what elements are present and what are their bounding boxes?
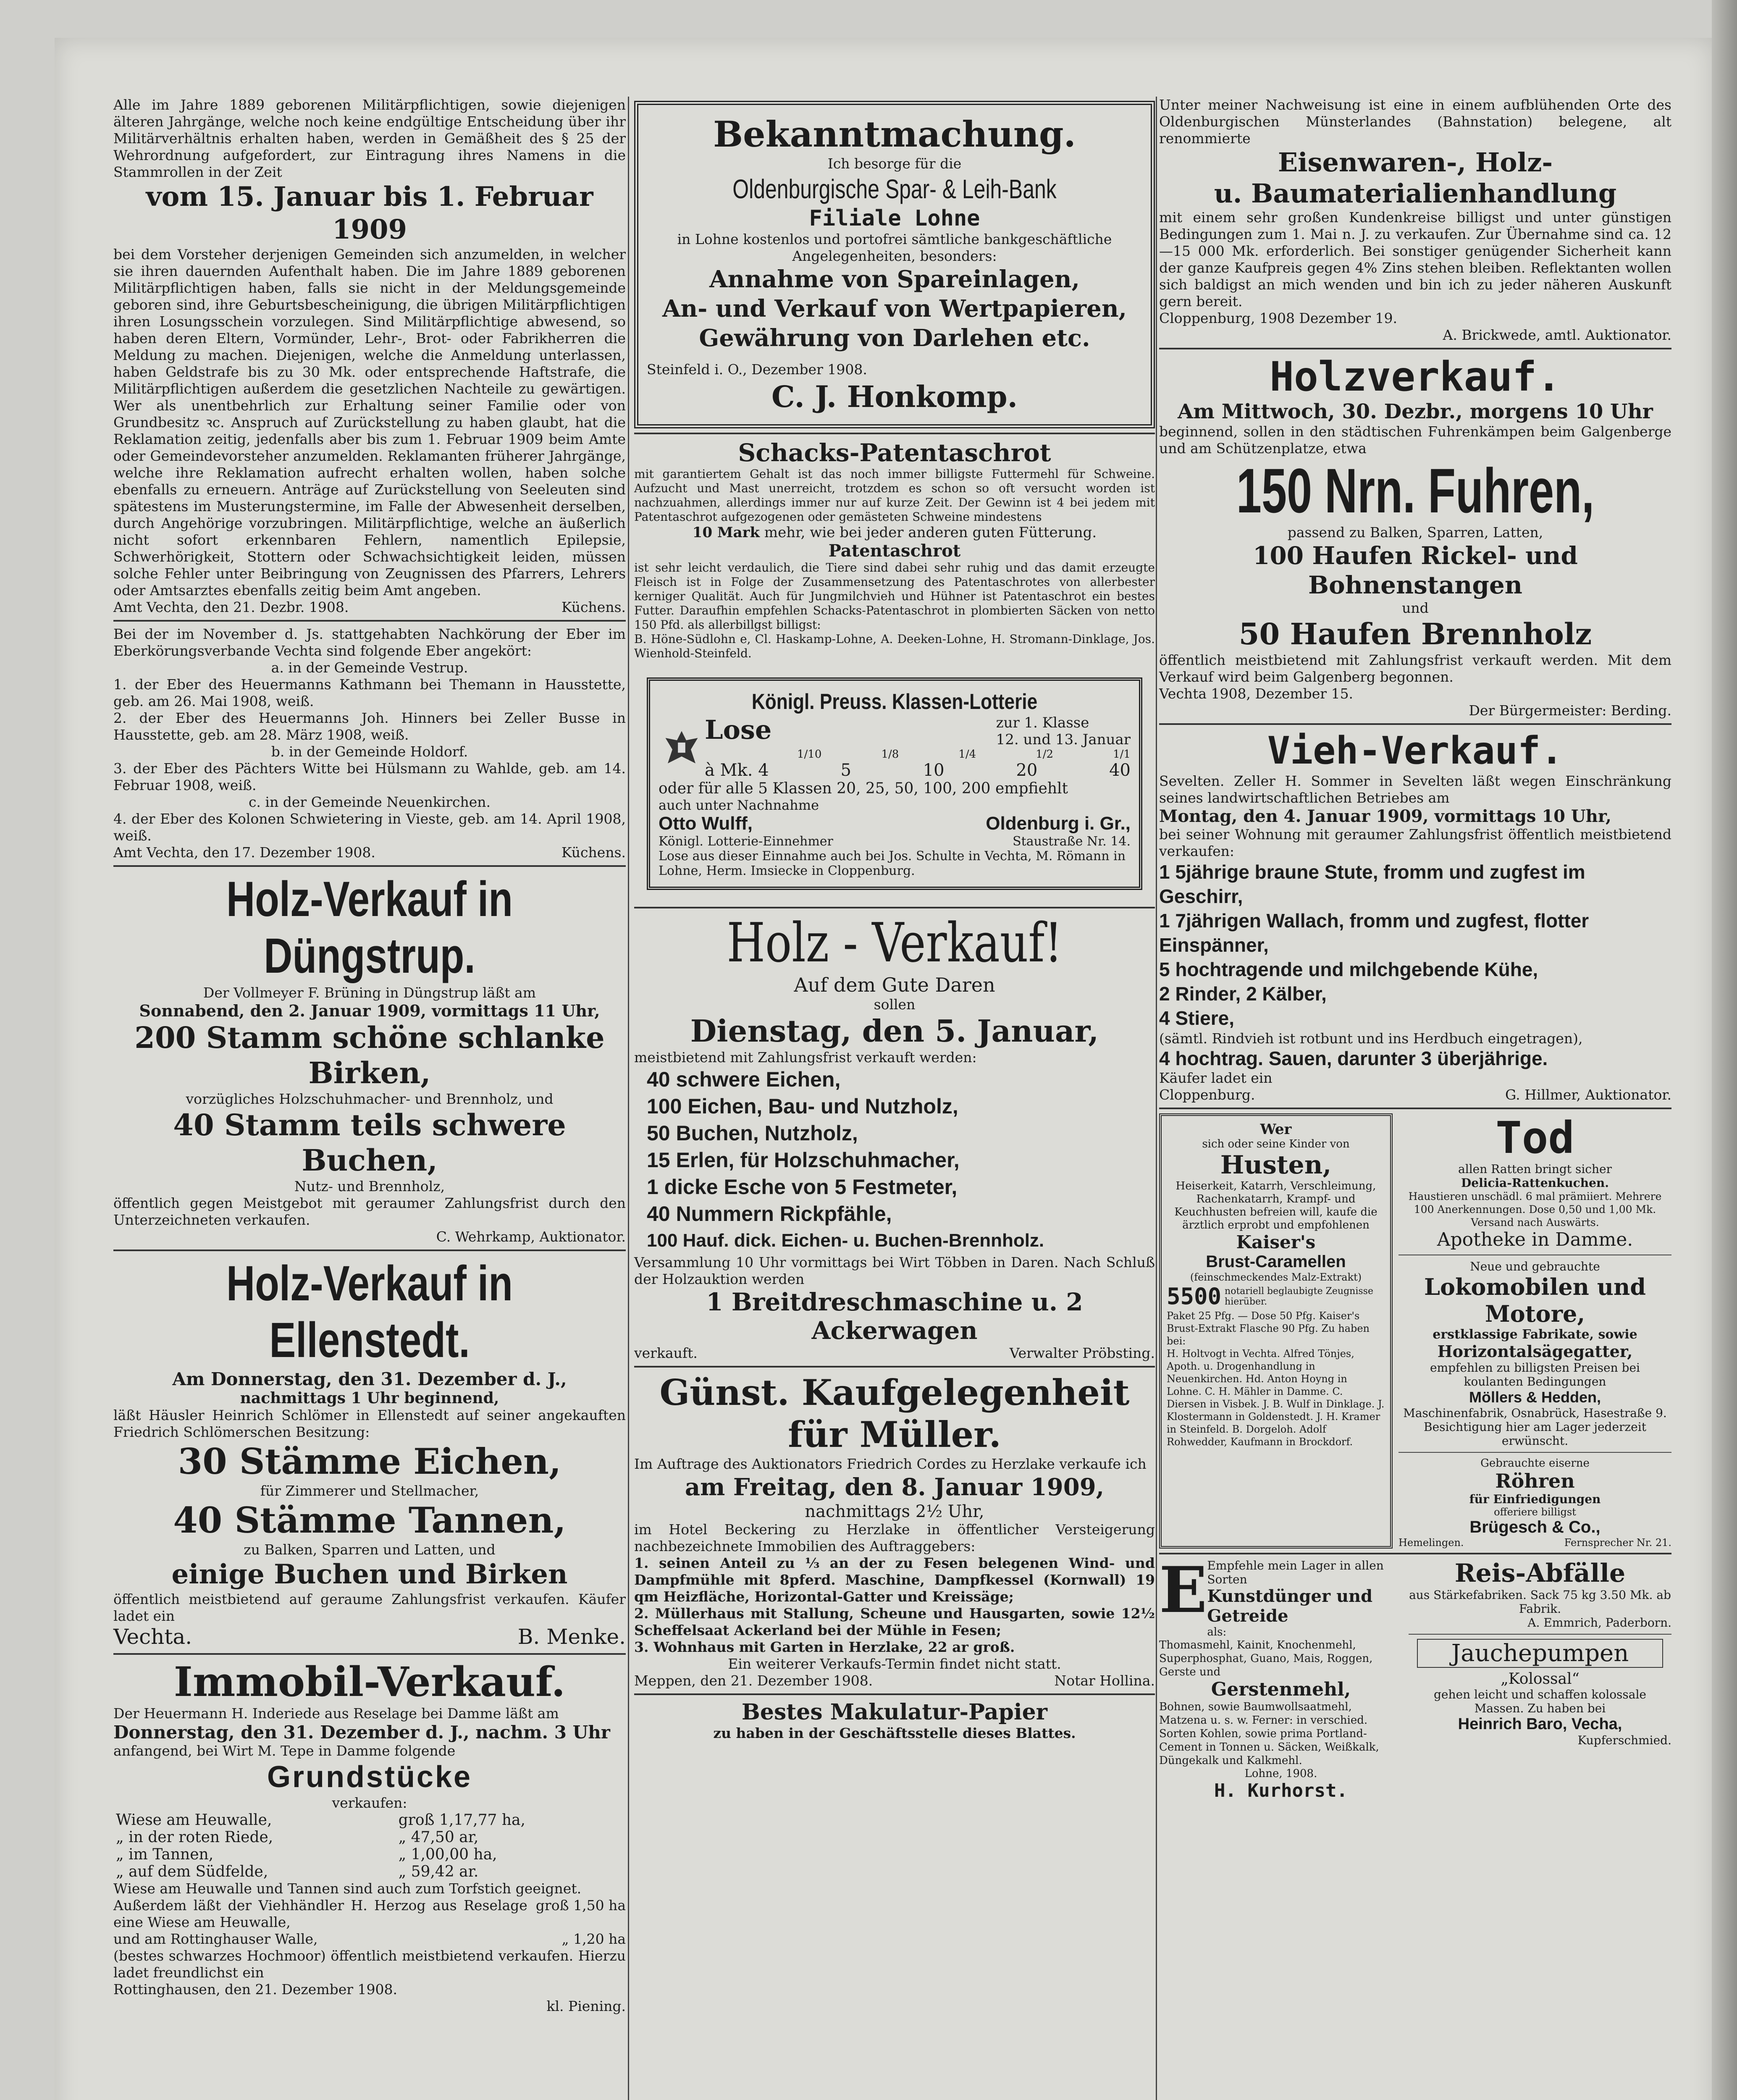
mil-dates: vom 15. Januar bis 1. Februar 1909 — [146, 181, 593, 245]
bk-l1: Ich besorge für die — [827, 155, 962, 172]
kl-lose: Lose — [705, 714, 772, 745]
table-row: „ auf dem Südfelde, „ 59,42 ar. — [116, 1863, 479, 1880]
em-l4: Thomasmehl, Kainit, Knochenmehl, Superphosphat, Guano, Mais, Roggen, Gerste und — [1159, 1639, 1373, 1678]
ellenstedt-title: Holz-Verkauf in Ellenstedt. — [226, 1256, 513, 1368]
kurhorst-ad — [1159, 1553, 1403, 1801]
ro-l1: Gebrauchte eiserne — [1480, 1457, 1590, 1470]
hv-title: Holz - Verkauf! — [727, 912, 1063, 974]
list-item: 1 5jährige braune Stute, fromm und zugfest im Geschirr, — [1159, 861, 1585, 907]
ei-t1: Eisenwaren-, Holz- — [1278, 147, 1553, 178]
ra-title: Reis-Abfälle — [1454, 1559, 1626, 1588]
ku-l7: (feinschmeckendes Malz-Extrakt) — [1190, 1271, 1362, 1283]
ku-l6: Brust-Caramellen — [1206, 1252, 1346, 1271]
list-item: 50 Buchen, Nutzholz, — [647, 1121, 858, 1145]
list-item: 2 Rinder, 2 Kälber, — [1159, 983, 1327, 1005]
kl-price: 40 — [1109, 761, 1131, 780]
kl-amk: à Mk. 4 — [705, 761, 769, 780]
hv-l2: sollen — [874, 996, 916, 1013]
mil-sig-right: Küchens. — [561, 599, 626, 615]
mil-sig-left: Amt Vechta, den 21. Dezbr. 1908. — [113, 599, 349, 615]
kl-frac: 1/1 — [1113, 748, 1131, 761]
gk-1: 1. seinen Anteil zu ⅓ an der zu Fesen belegenen Wind- und Dampfmühle mit 8pferd. Maschine, Dampfkessel (Kornwall) 19 qm Heizfläche, Horizontal-Gatter und Kreissäge; — [634, 1555, 1155, 1605]
im-grundstuecke: Grundstücke — [267, 1760, 472, 1794]
hv-l5: Versammlung 10 Uhr vormittags bei Wirt Többen in Daren. Nach Schluß der Holzauktion werden — [634, 1254, 1155, 1287]
ro-l3: für Einfriedigungen — [1469, 1492, 1601, 1506]
gk-2: 2. Müllerhaus mit Stallung, Scheune und Hausgarten, sowie 12½ Scheffelsaat Ackerland bei der Mühle in Fesen; — [634, 1605, 1155, 1638]
sp-l5: ist sehr leicht verdaulich, die Tiere sind dabei sehr ruhig und das damit erzeugte Fleisch ist in Folge der Zusammensetzung des Patentaschrotes von allerbester kerniger Qualität. Auch für Jungmilchvieh und Hühner ist Patentaschrot ein bestes Futter. Daraufhin empfehlen Schacks-Patentaschrot in plombierten Säcken von netto 150 Pfd. als allerbillgst billigst: — [634, 561, 1155, 632]
eber-1: 1. der Eber des Heuermanns Kathmann bei Themann in Hausstette, geb. am 26. Mai 1908, weiß. — [113, 676, 626, 709]
vv-last: 4 hochtrag. Sauen, darunter 3 überjährige. — [1159, 1047, 1548, 1069]
vv-sig-left: Cloppenburg. — [1159, 1087, 1255, 1103]
hz-l1: Am Mittwoch, 30. Dezbr., morgens 10 Uhr — [1178, 400, 1653, 423]
em-l5: Gerstenmehl, — [1211, 1679, 1351, 1700]
em-l3: als: — [1207, 1626, 1227, 1638]
ro-l4: offeriere billigst — [1494, 1506, 1576, 1518]
im-l3: anfangend, bei Wirt M. Tepe in Damme folgende — [113, 1743, 456, 1759]
list-item: 100 Eichen, Bau- und Nutzholz, — [647, 1095, 958, 1118]
hv-sig: Verwalter Pröbsting. — [1009, 1345, 1155, 1361]
table-row: „ in der roten Riede, „ 47,50 ar, — [116, 1829, 479, 1846]
prussian-eagle-icon — [659, 724, 705, 770]
kl-all: oder für alle 5 Klassen 20, 25, 50, 100, 200 empfiehlt — [659, 780, 1068, 797]
ja-l2: gehen leicht und schaffen kolossale Massen. Zu haben bei — [1433, 1688, 1647, 1715]
im-l8b: „ 1,20 ha — [562, 1931, 626, 1947]
eh-l4: 30 Stämme Eichen, — [178, 1441, 562, 1482]
eber-a: a. in der Gemeinde Vestrup. — [271, 659, 468, 676]
sp-l6: B. Höne-Südlohn e, Cl. Haskamp-Lohne, A. Deeken-Lohne, H. Stromann-Dinklage, Jos. Wienhold-Steinfeld. — [634, 632, 1155, 660]
ro-l2: Röhren — [1495, 1470, 1575, 1492]
hz-l4: passend zu Balken, Sparren, Latten, — [1287, 524, 1543, 541]
hz-sig: Der Bürgermeister: Berding. — [1469, 702, 1671, 719]
list-item: 4 Stiere, — [1159, 1007, 1234, 1029]
im-l9: (bestes schwarzes Hochmoor) öffentlich meistbietend verkaufen. Hierzu ladet freundlichst ein — [113, 1948, 626, 1981]
gk-l6: Meppen, den 21. Dezember 1908. — [634, 1672, 873, 1689]
ei-l2: mit einem sehr großen Kundenkreise billigst und unter günstigen Bedingungen zum 1. Mai n. J. zu verkaufen. Zur Übernahme sind ca. 12—15 000 Mk. erforderlich. Bei sonstiger genügender Sicherheit kann der ganze Kaufpreis gegen 4% Zins stehen bleiben. Reflektanten wollen sich baldigst an mich wenden und bin ich zu jeder näheren Auskunft gern bereit. — [1159, 209, 1671, 310]
hz-title: Holzverkauf. — [1270, 353, 1561, 400]
schacks-ad — [634, 438, 1155, 661]
hv-l1: Auf dem Gute Daren — [794, 974, 995, 996]
hv-l4: meistbietend mit Zahlungsfrist verkauft werden: — [634, 1049, 977, 1066]
ei-l3: Cloppenburg, 1908 Dezember 19. — [1159, 310, 1398, 326]
vv-l4: Käufer ladet ein — [1159, 1070, 1273, 1086]
ra-l1: aus Stärkefabriken. Sack 75 kg 3.50 Mk. ab Fabrik. — [1409, 1588, 1671, 1616]
kl-price: 20 — [1016, 761, 1038, 780]
sp-l4: Patentaschrot — [828, 541, 961, 561]
ku-l9: notariell beglaubigte Zeugnisse hierüber. — [1225, 1286, 1373, 1307]
kaiser-ad — [1159, 1113, 1393, 1549]
ku-l5: Kaiser's — [1236, 1232, 1316, 1252]
tod-title: Tod — [1496, 1112, 1574, 1163]
eh-l8: einige Buchen und Birken — [171, 1559, 568, 1590]
table-row: Wiese am Heuwalle, groß 1,17,77 ha, — [116, 1811, 525, 1829]
right-sub-column — [1399, 1113, 1671, 1549]
ei-l1: Unter meiner Nachweisung ist eine in einem aufblühenden Orte des Oldenburgischen Münsterlandes (Bahnstation) belegene, alt renommierte — [1159, 97, 1671, 147]
eber-intro: Bei der im November d. Js. stattgehabten Nachkörung der Eber im Eberkörungsverbande Vechta sind folgende Eber angekört: — [113, 626, 626, 659]
vv-title: Vieh-Verkauf. — [1267, 729, 1564, 773]
hz-l8: öffentlich meistbietend mit Zahlungsfrist verkauft werden. Mit dem Verkauf wird beim Galgenberg begonnen. — [1159, 652, 1671, 685]
bm-l1: zu haben in der Geschäftsstelle dieses Blattes. — [713, 1725, 1076, 1741]
em-l2: Kunstdünger und Getreide — [1207, 1586, 1373, 1626]
eisenwaren-ad — [1159, 97, 1671, 344]
lk-l5: Horizontalsägegatter, — [1437, 1342, 1633, 1361]
reis-ad — [1409, 1559, 1671, 1630]
ei-sig: A. Brickwede, amtl. Auktionator. — [1443, 327, 1671, 343]
kl-city: Oldenburg i. Gr., — [986, 813, 1131, 834]
bank-notice — [634, 101, 1155, 428]
column-rule-2 — [1156, 97, 1157, 2100]
im-sig: kl. Piening. — [546, 1998, 626, 2014]
hz-l5: 100 Haufen Rickel- und Bohnenstangen — [1253, 541, 1578, 599]
kl-title: Königl. Preuss. Klassen-Lotterie — [751, 690, 1038, 714]
kl-frac: 1/2 — [1036, 748, 1054, 761]
eh-sig-left: Vechta. — [113, 1625, 192, 1649]
ku-l4: Heiserkeit, Katarrh, Verschleimung, Rachenkatarrh, Krampf- und Keuchhusten befreien will, kaufe die ärztlich erprobt und empfohlenen — [1174, 1180, 1378, 1231]
list-item: 1 7jährigen Wallach, fromm und zugfest, flotter Einspänner, — [1159, 910, 1589, 956]
tod-l2: Delicia-Rattenkuchen. — [1461, 1176, 1609, 1190]
dh-l1: Der Vollmeyer F. Brüning in Düngstrup läßt am — [203, 984, 536, 1001]
bk-l6: An- und Verkauf von Wertpapieren, — [662, 295, 1127, 323]
sp-l3: mehr, wie bei jeder anderen guten Fütterung. — [764, 524, 1097, 541]
column-left — [113, 97, 626, 2015]
list-item: 15 Erlen, für Holzschuhmacher, — [647, 1148, 960, 1172]
em-initial: E — [1159, 1553, 1207, 1627]
ku-l11: H. Holtvogt in Vechta. Alfred Tönjes, Apoth. u. Drogenhandlung in Neuenkirchen. Hd. Anton Hoyng in Lohne. C. H. Mähler in Damme. C. Diersen in Visbek. J. B. Wulf in Dinklage. J. Klostermann in Goldenstedt. J. H. Kramer in Steinfeld. B. Dorgeloh. Adolf Rohwedder, Kaufmann in Brockdorf. — [1167, 1348, 1385, 1448]
lk-l4: erstklassige Fabrikate, sowie — [1433, 1327, 1637, 1342]
table-row: „ im Tannen, „ 1,00,00 ha, — [116, 1846, 497, 1863]
tod-ad — [1399, 1113, 1671, 1250]
column-right — [1159, 97, 1671, 1801]
holzverkauf-vechta-ad — [1159, 354, 1671, 719]
ra-l2: A. Emmrich, Paderborn. — [1527, 1616, 1671, 1630]
dh-sig: C. Wehrkamp, Auktionator. — [436, 1228, 626, 1245]
eh-l6: 40 Stämme Tannen, — [173, 1499, 566, 1541]
im-l8: und am Rottinghauser Walle, — [113, 1931, 318, 1947]
list-item: 40 schwere Eichen, — [647, 1068, 841, 1091]
hv-item-list — [634, 1066, 1155, 1254]
eber-4: 4. der Eber des Kolonen Schwietering in Vieste, geb. am 14. April 1908, weiß. — [113, 811, 626, 844]
eh-sig-right: B. Menke. — [517, 1625, 626, 1649]
im-l2: Donnerstag, den 31. Dezember d. J., nachm. 3 Uhr — [113, 1722, 610, 1743]
kl-auch: auch unter Nachnahme — [659, 797, 819, 813]
ku-l8: 5500 — [1167, 1283, 1222, 1310]
kl-zur: zur 1. Klasse — [996, 714, 1089, 731]
bk-l3: Filiale Lohne — [809, 206, 980, 231]
right-sub-column-2 — [1409, 1559, 1671, 1801]
viehverkauf-ad — [1159, 729, 1671, 1103]
immobil-ad — [113, 1659, 626, 2015]
eh-l2: nachmittags 1 Uhr beginnend, — [240, 1389, 499, 1407]
bk-sig: C. J. Honkomp. — [771, 379, 1018, 414]
gk-l4: im Hotel Beckering zu Herzlake in öffentlicher Versteigerung nachbezeichnete Immobilien des Auftraggebers: — [634, 1521, 1155, 1554]
mil-body: bei dem Vorsteher derjenigen Gemeinden sich anzumelden, in welcher sie ihren dauernden Aufenthalt haben. Die im Jahre 1889 geborenen Militärpflichtigen haben, falls sie nicht in der Meldungsgemeinde geboren sind, ihre Geburtsbescheinigung, die übrigen Militärpflichtigen ihren Losungsschein vorzulegen. Sind Militärpflichtige abwesend, so haben deren Eltern, Vormünder, Lehr-, Brot- oder Fabrikherren die Meldung zu machen. Diejenigen, welche die Anmeldung unterlassen, haben Geldstrafe bis zu 30 Mk. oder entsprechende Haftstrafe, die Militärpflichtigen außerdem die gesetzlichen Nachteile zu gewärtigen. Wer als unentbehrlich zur Erhaltung seiner Familie oder von Grundbesitz ꝛc. Anspruch auf Zurückstellung zu haben glaubt, hat die Reklamation zeitig, jedenfalls aber bis zum 1. Februar 1909 beim Amte oder Gemeindevorsteher anzumelden. Reklamanten früherer Jahrgänge, welche ihre Reklamation aufrecht erhalten wollen, haben solche ebenfalls zu erneuern. Anträge auf Zurückstellung von Seeleuten sind spätestens im Musterungstermine, im Falle der Abwesenheit derselben, durch Angehörige vorzubringen. Militärpflichtige, welche an äußerlich nicht sofort erkennbaren Fehlern, namentlich Epilepsie, Schwerhörigkeit, Stottern oder Schwachsichtigkeit leiden, müssen solche Fehler unter Beibringung von Zeugnissen des Pfarrers, Lehrers oder Amtsarztes ebenfalls zeitig beim Amt angeben. — [113, 246, 626, 598]
lk-l2: Lokomobilen und — [1424, 1273, 1646, 1300]
dh-l3: 200 Stamm schöne schlanke Birken, — [134, 1020, 605, 1090]
em-sig: H. Kurhorst. — [1214, 1780, 1348, 1801]
bk-l7: Gewährung von Darlehen etc. — [699, 324, 1090, 352]
sp-title: Schacks-Patentaschrot — [738, 438, 1051, 467]
eh-l9: öffentlich meistbietend auf geraume Zahlungsfrist verkaufen. Käufer ladet ein — [113, 1591, 626, 1624]
gk-sig: Notar Hollina. — [1054, 1672, 1155, 1689]
military-notice — [113, 97, 626, 616]
bk-l5: Annahme von Spareinlagen, — [709, 265, 1080, 293]
bk-l4: in Lohne kostenlos und portofrei sämtliche bankgeschäftliche Angelegenheiten, besonders: — [677, 231, 1112, 264]
immobil-title: Immobil-Verkauf. — [173, 1658, 566, 1706]
dh-l5: 40 Stamm teils schwere Buchen, — [173, 1108, 566, 1178]
kl-foot: Lose aus dieser Einnahme auch bei Jos. Schulte in Vechta, M. Römann in Lohne, Herm. Imsiecke in Cloppenburg. — [659, 849, 1126, 878]
bk-title: Bekanntmachung. — [713, 113, 1076, 155]
hz-l7: 50 Haufen Brennholz — [1238, 617, 1592, 651]
kl-dates: 12. und 13. Januar — [996, 731, 1131, 748]
hv-l3: Dienstag, den 5. Januar, — [690, 1013, 1099, 1049]
roehren-ad — [1399, 1457, 1671, 1549]
kl-price: 5 — [840, 761, 851, 780]
gk-3: 3. Wohnhaus mit Garten in Herzlake, 22 ar groß. — [634, 1639, 1015, 1655]
eber-notice — [113, 626, 626, 861]
kl-name: Otto Wulff, — [659, 813, 753, 834]
ro-l5: Brügesch & Co., — [1469, 1518, 1601, 1536]
kl-price: 10 — [923, 761, 945, 780]
dh-l6: Nutz- und Brennholz, — [294, 1178, 445, 1194]
vv-sig-right: G. Hillmer, Auktionator. — [1505, 1087, 1671, 1103]
gk-l1: Im Auftrage des Auktionators Friedrich Cordes zu Herzlake verkaufe ich — [634, 1456, 1147, 1472]
vv-l1: Sevelten. Zeller H. Sommer in Sevelten läßt wegen Einschränkung seines landwirtschaftlichen Betriebes am — [1159, 773, 1671, 806]
bk-l2: Oldenburgische Spar- & Leih-Bank — [732, 174, 1057, 204]
kl-frac: 1/8 — [881, 748, 899, 761]
ei-t2: u. Baumaterialienhandlung — [1214, 178, 1617, 209]
tod-l4: Apotheke in Damme. — [1437, 1229, 1633, 1250]
list-item: 5 hochtragende und milchgebende Kühe, — [1159, 958, 1538, 980]
im-parcel-table — [113, 1811, 626, 1880]
hz-l6: und — [1402, 600, 1429, 616]
ro-l7: Fernsprecher Nr. 21. — [1564, 1537, 1671, 1549]
vv-item-list — [1159, 860, 1671, 1030]
dh-l4: vorzügliches Holzschuhmacher- und Brennholz, und — [186, 1091, 554, 1107]
eh-l3: läßt Häusler Heinrich Schlömer in Ellenstedt auf seiner angekauften Friedrich Schlömerschen Besitzung: — [113, 1407, 626, 1440]
dh-l2: Sonnabend, den 2. Januar 1909, vormittags 11 Uhr, — [139, 1001, 600, 1020]
im-l7: Außerdem läßt der Viehhändler H. Herzog aus Reselage eine Wiese am Heuwalle, — [113, 1897, 527, 1930]
mueller-ad — [634, 1372, 1155, 1689]
sp-l1: mit garantiertem Gehalt ist das noch immer billigste Futtermehl für Schweine. Aufzucht und Mast unerreicht, trotzdem es schon so oft versucht worden ist nachzuahmen, allerdings immer nur auf kurze Zeit. Der Gewinn ist 4 bei jedem mit Patentaschrot aufgezogenen oder gemästeten Schweine mindestens — [634, 467, 1155, 524]
em-l6: Bohnen, sowie Baumwollsaatmehl, Matzena u. s. w. Ferner: in verschied. Sorten Kohlen, sowie prima Portland-Cement in Tonnen u. Säcken, Weißkalk, Düngekalk und Kalkmehl. — [1159, 1701, 1379, 1767]
ku-l2: sich oder seine Kinder von — [1202, 1138, 1350, 1150]
tod-l1: allen Ratten bringt sicher — [1458, 1162, 1612, 1176]
gk-l5: Ein weiterer Verkaufs-Termin findet nicht statt. — [728, 1656, 1061, 1672]
dh-l7: öffentlich gegen Meistgebot mit geraumer Zahlungsfrist durch den Unterzeichneten verkaufen. — [113, 1195, 626, 1228]
kl-sub: Königl. Lotterie-Einnehmer — [659, 834, 833, 849]
ro-l6: Hemelingen. — [1399, 1537, 1464, 1549]
column-middle — [634, 97, 1155, 1742]
gk-l3: nachmittags 2½ Uhr, — [805, 1502, 984, 1521]
ja-l1: „Kolossal“ — [1501, 1670, 1580, 1688]
duengstrup-title: Holz-Verkauf in Düngstrup. — [226, 872, 513, 984]
gk-l2: am Freitag, den 8. Januar 1909, — [685, 1473, 1105, 1501]
im-l10: Rottinghausen, den 21. Dezember 1908. — [113, 1981, 398, 1998]
bk-l8: Steinfeld i. O., Dezember 1908. — [647, 361, 867, 378]
kl-frac: 1/10 — [797, 748, 822, 761]
eh-l5: für Zimmerer und Stellmacher, — [260, 1483, 479, 1499]
lokomobilen-ad — [1399, 1260, 1671, 1448]
ja-title: Jauchepumpen — [1417, 1639, 1663, 1668]
eber-2: 2. der Eber des Heuermanns Joh. Hinners bei Zeller Busse in Hausstette, geb. am 28. März 1908, weiß. — [113, 710, 626, 743]
list-item: 100 Hauf. dick. Eichen- u. Buchen-Brennholz. — [647, 1230, 1044, 1251]
gk-title1: Günst. Kaufgelegenheit — [659, 1372, 1130, 1413]
lk-l7: Möllers & Hedden, — [1469, 1389, 1601, 1406]
ellenstedt-ad — [113, 1255, 626, 1649]
lk-l9: Besichtigung hier am Lager jederzeit erwünscht. — [1424, 1420, 1646, 1448]
hv-l6: 1 Breitdreschmaschine u. 2 Ackerwagen — [706, 1288, 1083, 1345]
eber-c: c. in der Gemeinde Neuenkirchen. — [248, 794, 491, 810]
hv-l7: verkauft. — [634, 1345, 698, 1361]
eh-l7: zu Balken, Sparren und Latten, und — [244, 1541, 496, 1558]
list-item: 40 Nummern Rickpfähle, — [647, 1202, 892, 1226]
lottery-ad — [647, 677, 1142, 890]
lk-l1: Neue und gebrauchte — [1470, 1260, 1600, 1273]
daren-ad — [634, 913, 1155, 1362]
hz-l3: 150 Nrn. Fuhren, — [1236, 455, 1595, 526]
bm-title: Bestes Makulatur-Papier — [741, 1699, 1048, 1725]
eber-sig-left: Amt Vechta, den 17. Dezember 1908. — [113, 844, 375, 861]
eh-l1: Am Donnerstag, den 31. Dezember d. J., — [172, 1369, 567, 1389]
jauchepumpen-ad — [1409, 1639, 1671, 1747]
ku-l10: Paket 25 Pfg. — Dose 50 Pfg. Kaiser's Brust-Extrakt Flasche 90 Pfg. Zu haben bei: — [1167, 1310, 1370, 1347]
ja-l4: Kupferschmied. — [1577, 1733, 1671, 1747]
hz-l2: beginnend, sollen in den städtischen Fuhrenkämpen beim Galgenberge und am Schützenplatze, etwa — [1159, 423, 1671, 457]
ku-l3: Husten, — [1220, 1150, 1332, 1180]
kl-addr: Staustraße Nr. 14. — [1013, 834, 1131, 849]
im-l1: Der Heuermann H. Inderiede aus Reselage bei Damme läßt am — [113, 1705, 559, 1722]
em-l7: Lohne, 1908. — [1244, 1767, 1317, 1780]
lk-l3: Motore, — [1485, 1300, 1585, 1327]
tod-l3: Haustieren unschädl. 6 mal prämiiert. Mehrere 100 Anerkennungen. Dose 0,50 und 1,00 Mk. Versand nach Auswärts. — [1408, 1190, 1662, 1228]
gk-title2: für Müller. — [788, 1414, 1001, 1455]
kl-frac: 1/4 — [958, 748, 976, 761]
vv-note: (sämtl. Rindvieh ist rotbunt und ins Herdbuch eingetragen), — [1159, 1030, 1583, 1047]
lk-l8: Maschinenfabrik, Osnabrück, Hasestraße 9. — [1403, 1406, 1667, 1420]
ja-l3: Heinrich Baro, Vecha, — [1458, 1715, 1622, 1733]
sp-10mark: 10 Mark — [692, 524, 760, 541]
eber-3: 3. der Eber des Pächters Witte bei Hülsmann zu Wahlde, geb. am 14. Februar 1908, weiß. — [113, 760, 626, 793]
hz-l9: Vechta 1908, Dezember 15. — [1159, 685, 1354, 702]
vv-l3: bei seiner Wohnung mit geraumer Zahlungsfrist öffentlich meistbietend verkaufen: — [1159, 826, 1671, 859]
im-l5: verkaufen: — [332, 1795, 407, 1811]
eber-b: b. in der Gemeinde Holdorf. — [271, 743, 468, 760]
duengstrup-ad — [113, 871, 626, 1245]
em-l1: Empfehle mein Lager in allen Sorten — [1207, 1559, 1384, 1586]
eber-sig-right: Küchens. — [561, 844, 626, 861]
im-l6: Wiese am Heuwalle und Tannen sind auch zum Torfstich geeignet. — [113, 1880, 582, 1897]
column-rule-1 — [628, 97, 629, 2100]
list-item: 1 dicke Esche von 5 Festmeter, — [647, 1175, 958, 1199]
ku-l1: Wer — [1260, 1121, 1292, 1138]
lk-l6: empfehlen zu billigsten Preisen bei koulanten Bedingungen — [1430, 1361, 1640, 1389]
mil-intro: Alle im Jahre 1889 geborenen Militärpflichtigen, sowie diejenigen älteren Jahrgänge, welche noch keine endgültige Entscheidung über ihr Militärverhältnis erhalten haben, werden in Gemäßheit des § 25 der Wehrordnung aufgefordert, zur Eintragung ihres Namens in die Stammrollen in der Zeit — [113, 97, 626, 180]
page-binding — [1712, 0, 1737, 2100]
makulatur-ad — [634, 1699, 1155, 1742]
im-l7b: groß 1,50 ha — [535, 1897, 626, 1914]
vv-l2: Montag, den 4. Januar 1909, vormittags 10 Uhr, — [1159, 806, 1611, 826]
